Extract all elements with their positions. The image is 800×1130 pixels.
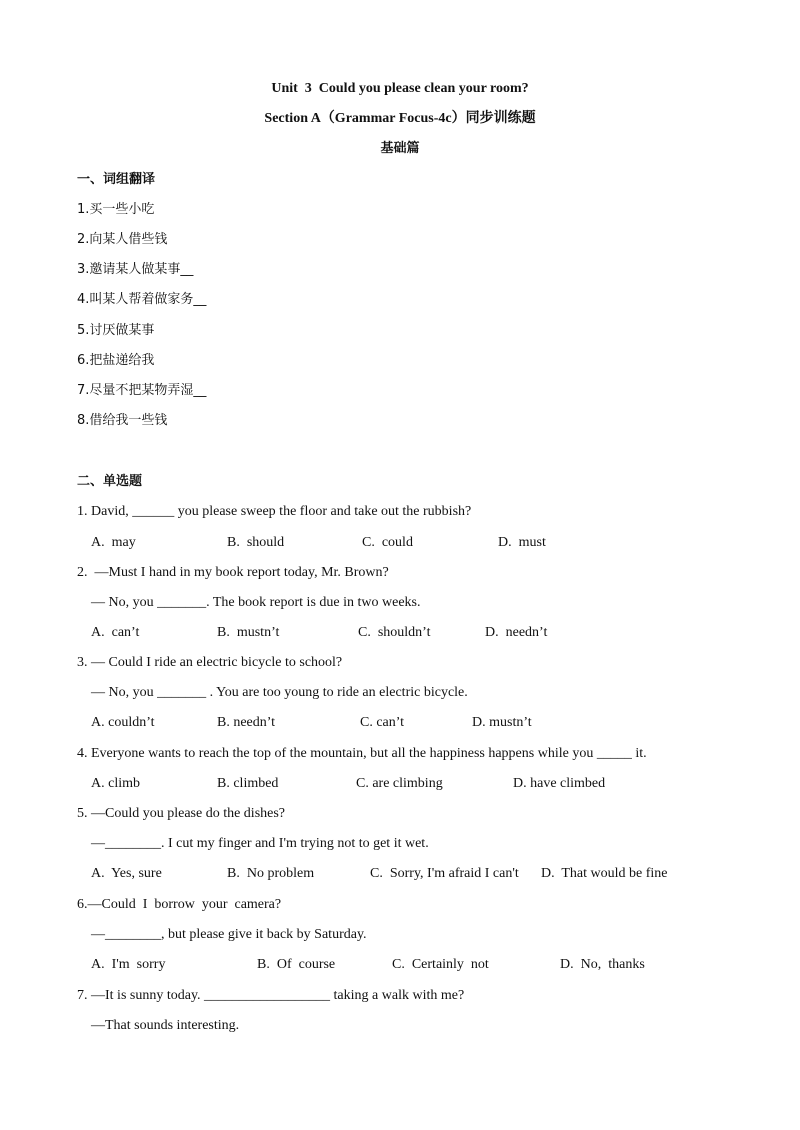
option-a: A. Yes, sure — [91, 866, 162, 881]
phrase-item: 2.向某人借些钱 — [77, 232, 168, 247]
option-d: D. That would be fine — [541, 866, 668, 881]
option-a: A. may — [91, 535, 136, 550]
phrase-item: 4.叫某人帮着做家务__ — [77, 292, 207, 307]
option-a: A. climb — [91, 776, 140, 791]
question-stem: 6.—Could I borrow your camera? — [77, 897, 282, 912]
worksheet-title: Unit 3 Could you please clean your room? — [271, 81, 529, 96]
question-stem: 7. —It is sunny today. __________________ taking a walk with me? — [77, 988, 465, 1003]
option-a: A. I'm sorry — [91, 957, 166, 972]
question-stem: 4. Everyone wants to reach the top of the mountain, but all the happiness happens while you _____ it. — [77, 746, 647, 761]
option-d: D. No, thanks — [560, 957, 645, 972]
option-b: B. mustn’t — [217, 625, 280, 640]
option-b: B. needn’t — [217, 715, 276, 730]
option-a: A. couldn’t — [91, 715, 155, 730]
option-d: D. needn’t — [485, 625, 548, 640]
option-a: A. can’t — [91, 625, 140, 640]
phrase-item: 3.邀请某人做某事__ — [77, 262, 194, 277]
option-c: C. can’t — [360, 715, 405, 730]
phrase-item: 5.讨厌做某事 — [77, 323, 155, 338]
option-b: B. No problem — [227, 866, 315, 881]
option-b: B. Of course — [257, 957, 336, 972]
section-subtitle: Section A（Grammar Focus-4c）同步训练题 — [264, 111, 536, 126]
level-label: 基础篇 — [380, 141, 420, 156]
phrase-item: 6.把盐递给我 — [77, 353, 155, 368]
option-c: C. are climbing — [356, 776, 443, 791]
option-b: B. should — [227, 535, 285, 550]
question-stem: 3. — Could I ride an electric bicycle to school? — [77, 655, 343, 670]
question-stem: 1. David, ______ you please sweep the floor and take out the rubbish? — [77, 504, 472, 519]
section2-heading: 二、单选题 — [77, 474, 143, 489]
option-c: C. shouldn’t — [358, 625, 431, 640]
section1-heading: 一、词组翻译 — [77, 172, 156, 187]
option-c: C. Certainly not — [392, 957, 489, 972]
question-stem: 5. —Could you please do the dishes? — [77, 806, 286, 821]
question-reply: — No, you _______ . You are too young to ride an electric bicycle. — [91, 685, 468, 700]
question-reply: —That sounds interesting. — [91, 1018, 240, 1033]
option-d: D. must — [498, 535, 546, 550]
phrase-item: 8.借给我一些钱 — [77, 413, 168, 428]
question-reply: — No, you _______. The book report is due in two weeks. — [91, 595, 421, 610]
question-stem: 2. —Must I hand in my book report today, Mr. Brown? — [77, 565, 389, 580]
phrase-item: 1.买一些小吃 — [77, 202, 155, 217]
option-d: D. have climbed — [513, 776, 606, 791]
phrase-item: 7.尽量不把某物弄湿__ — [77, 383, 207, 398]
option-b: B. climbed — [217, 776, 279, 791]
question-reply: —________, but please give it back by Saturday. — [91, 927, 367, 942]
option-d: D. mustn’t — [472, 715, 532, 730]
option-c: C. Sorry, I'm afraid I can't — [370, 866, 519, 881]
question-reply: —________. I cut my finger and I'm trying not to get it wet. — [91, 836, 429, 851]
option-c: C. could — [362, 535, 413, 550]
